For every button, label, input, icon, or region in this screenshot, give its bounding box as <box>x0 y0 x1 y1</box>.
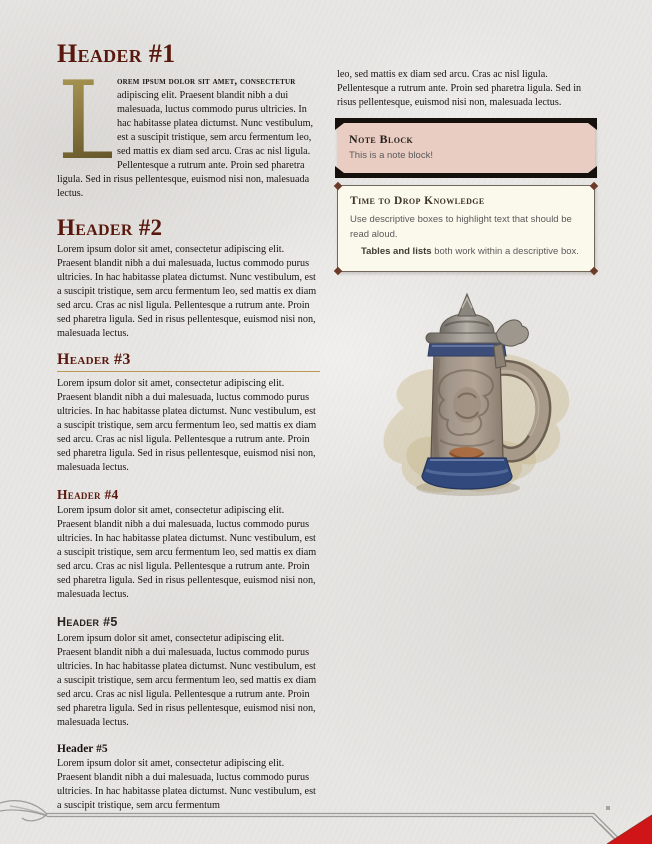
footer-double-rule <box>47 814 622 844</box>
paragraph: Lorem ipsum dolor sit amet, consectetur adipiscing elit. Praesent blandit nibh a dui malesuada, luctus commodo purus ultricies. In hac habitasse platea dictumst. Nunc vestibulum, est a suscipit tristique, sem arcu fermentum leo, sed mattis ex diam sed arcu. Cras ac nisl ligula. Pellentesque a rutrum ante. Proin sed pharetra ligula. Sed in risus pellentesque, euismod nisi non, malesuada lectus. <box>57 378 317 473</box>
descriptive-box-line <box>350 244 582 259</box>
note-border-tip <box>335 123 344 130</box>
footer-ornament <box>0 794 652 844</box>
corner-dot <box>590 267 598 275</box>
illustration-container <box>346 290 586 510</box>
left-column <box>57 40 320 813</box>
note-block-body: This is a note block! <box>349 150 433 161</box>
descriptive-box-line: Use descriptive boxes to highlight text that should be read aloud. <box>350 214 572 240</box>
descriptive-box <box>337 185 595 272</box>
corner-dot <box>334 182 342 190</box>
note-border-bottom <box>335 173 597 178</box>
descriptive-box-bold-text: Tables and lists <box>361 246 432 257</box>
note-block-title: Note Block <box>349 132 414 146</box>
right-column <box>337 40 595 510</box>
stein-base <box>422 458 512 489</box>
heading-5-bold: Header #5 <box>57 743 108 755</box>
heading-1: Header #1 <box>57 39 176 68</box>
corner-dot <box>334 267 342 275</box>
corner-dot <box>590 182 598 190</box>
paragraph: Lorem ipsum dolor sit amet, consectetur adipiscing elit. Praesent blandit nibh a dui malesuada, luctus commodo purus ultricies. In hac habitasse platea dictumst. Nunc vestibulum, est a suscipit tristique, sem arcu fermentum leo, sed mattis ex diam sed arcu. Cras ac nisl ligula. Pellentesque a rutrum ante. Proin sed pharetra ligula. Sed in risus pellentesque, euismod nisi non, malesuada lectus. <box>57 244 317 339</box>
note-border-tip <box>588 166 597 173</box>
note-border-tip <box>335 166 344 173</box>
paragraph-lead-smallcaps: orem ipsum dolor sit amet, consectetur <box>117 76 296 87</box>
heading-3: Header #3 <box>57 351 320 372</box>
footer-leaf-flourish <box>0 801 47 821</box>
descriptive-box-title: Time to Drop Knowledge <box>350 195 485 207</box>
paragraph-dropcap <box>57 59 320 201</box>
descriptive-box-text: both work within a descriptive box. <box>431 246 579 257</box>
footer-dot <box>606 806 610 810</box>
note-border-tip <box>588 123 597 130</box>
dropcap-letter: L <box>57 59 129 184</box>
continuation-paragraph: leo, sed mattis ex diam sed arcu. Cras ac nisl ligula. Pellentesque a rutrum ante. Proin sed pharetra ligula. Sed in risus pellentesque, euismod nisi non, malesuada lectus. <box>337 69 582 108</box>
stein-body <box>431 354 503 474</box>
heading-5-smallcaps: Header #5 <box>57 615 118 629</box>
paragraph-truncated: Lorem ipsum dolor sit amet, consectetur adipiscing elit. Praesent blandit nibh a dui malesuada, luctus commodo purus ultricies. In hac habitasse platea dictumst. Nunc vestibulum, est a suscipit tristique, sem arcu fermentum <box>57 758 316 811</box>
beer-stein-illustration <box>346 290 586 505</box>
heading-2: Header #2 <box>57 215 163 240</box>
note-block <box>337 123 595 173</box>
paragraph: Lorem ipsum dolor sit amet, consectetur adipiscing elit. Praesent blandit nibh a dui malesuada, luctus commodo purus ultricies. In hac habitasse platea dictumst. Nunc vestibulum, est a suscipit tristique, sem arcu fermentum leo, sed mattis ex diam sed arcu. Cras ac nisl ligula. Pellentesque a rutrum ante. Proin sed pharetra ligula. Sed in risus pellentesque, euismod nisi non, malesuada lectus. <box>57 633 317 728</box>
paragraph-text: adipiscing elit. Praesent blandit nibh a dui malesuada, luctus commodo purus ultricies. In hac habitasse platea dictumst. Nunc vestibulum, est a suscipit tristique, sem arcu fermentum leo, sed mattis ex diam sed arcu. Cras ac nisl ligula. Pellentesque a rutrum ante. Proin sed pharetra ligula. Sed in risus pellentesque, euismod nisi non, malesuada lectus. <box>57 90 314 199</box>
heading-4: Header #4 <box>57 487 119 502</box>
note-border-top <box>335 118 597 123</box>
paragraph: Lorem ipsum dolor sit amet, consectetur adipiscing elit. Praesent blandit nibh a dui malesuada, luctus commodo purus ultricies. In hac habitasse platea dictumst. Nunc vestibulum, est a suscipit tristique, sem arcu fermentum leo, sed mattis ex diam sed arcu. Cras ac nisl ligula. Pellentesque a rutrum ante. Proin sed pharetra ligula. Sed in risus pellentesque, euismod nisi non, malesuada lectus. <box>57 505 317 600</box>
